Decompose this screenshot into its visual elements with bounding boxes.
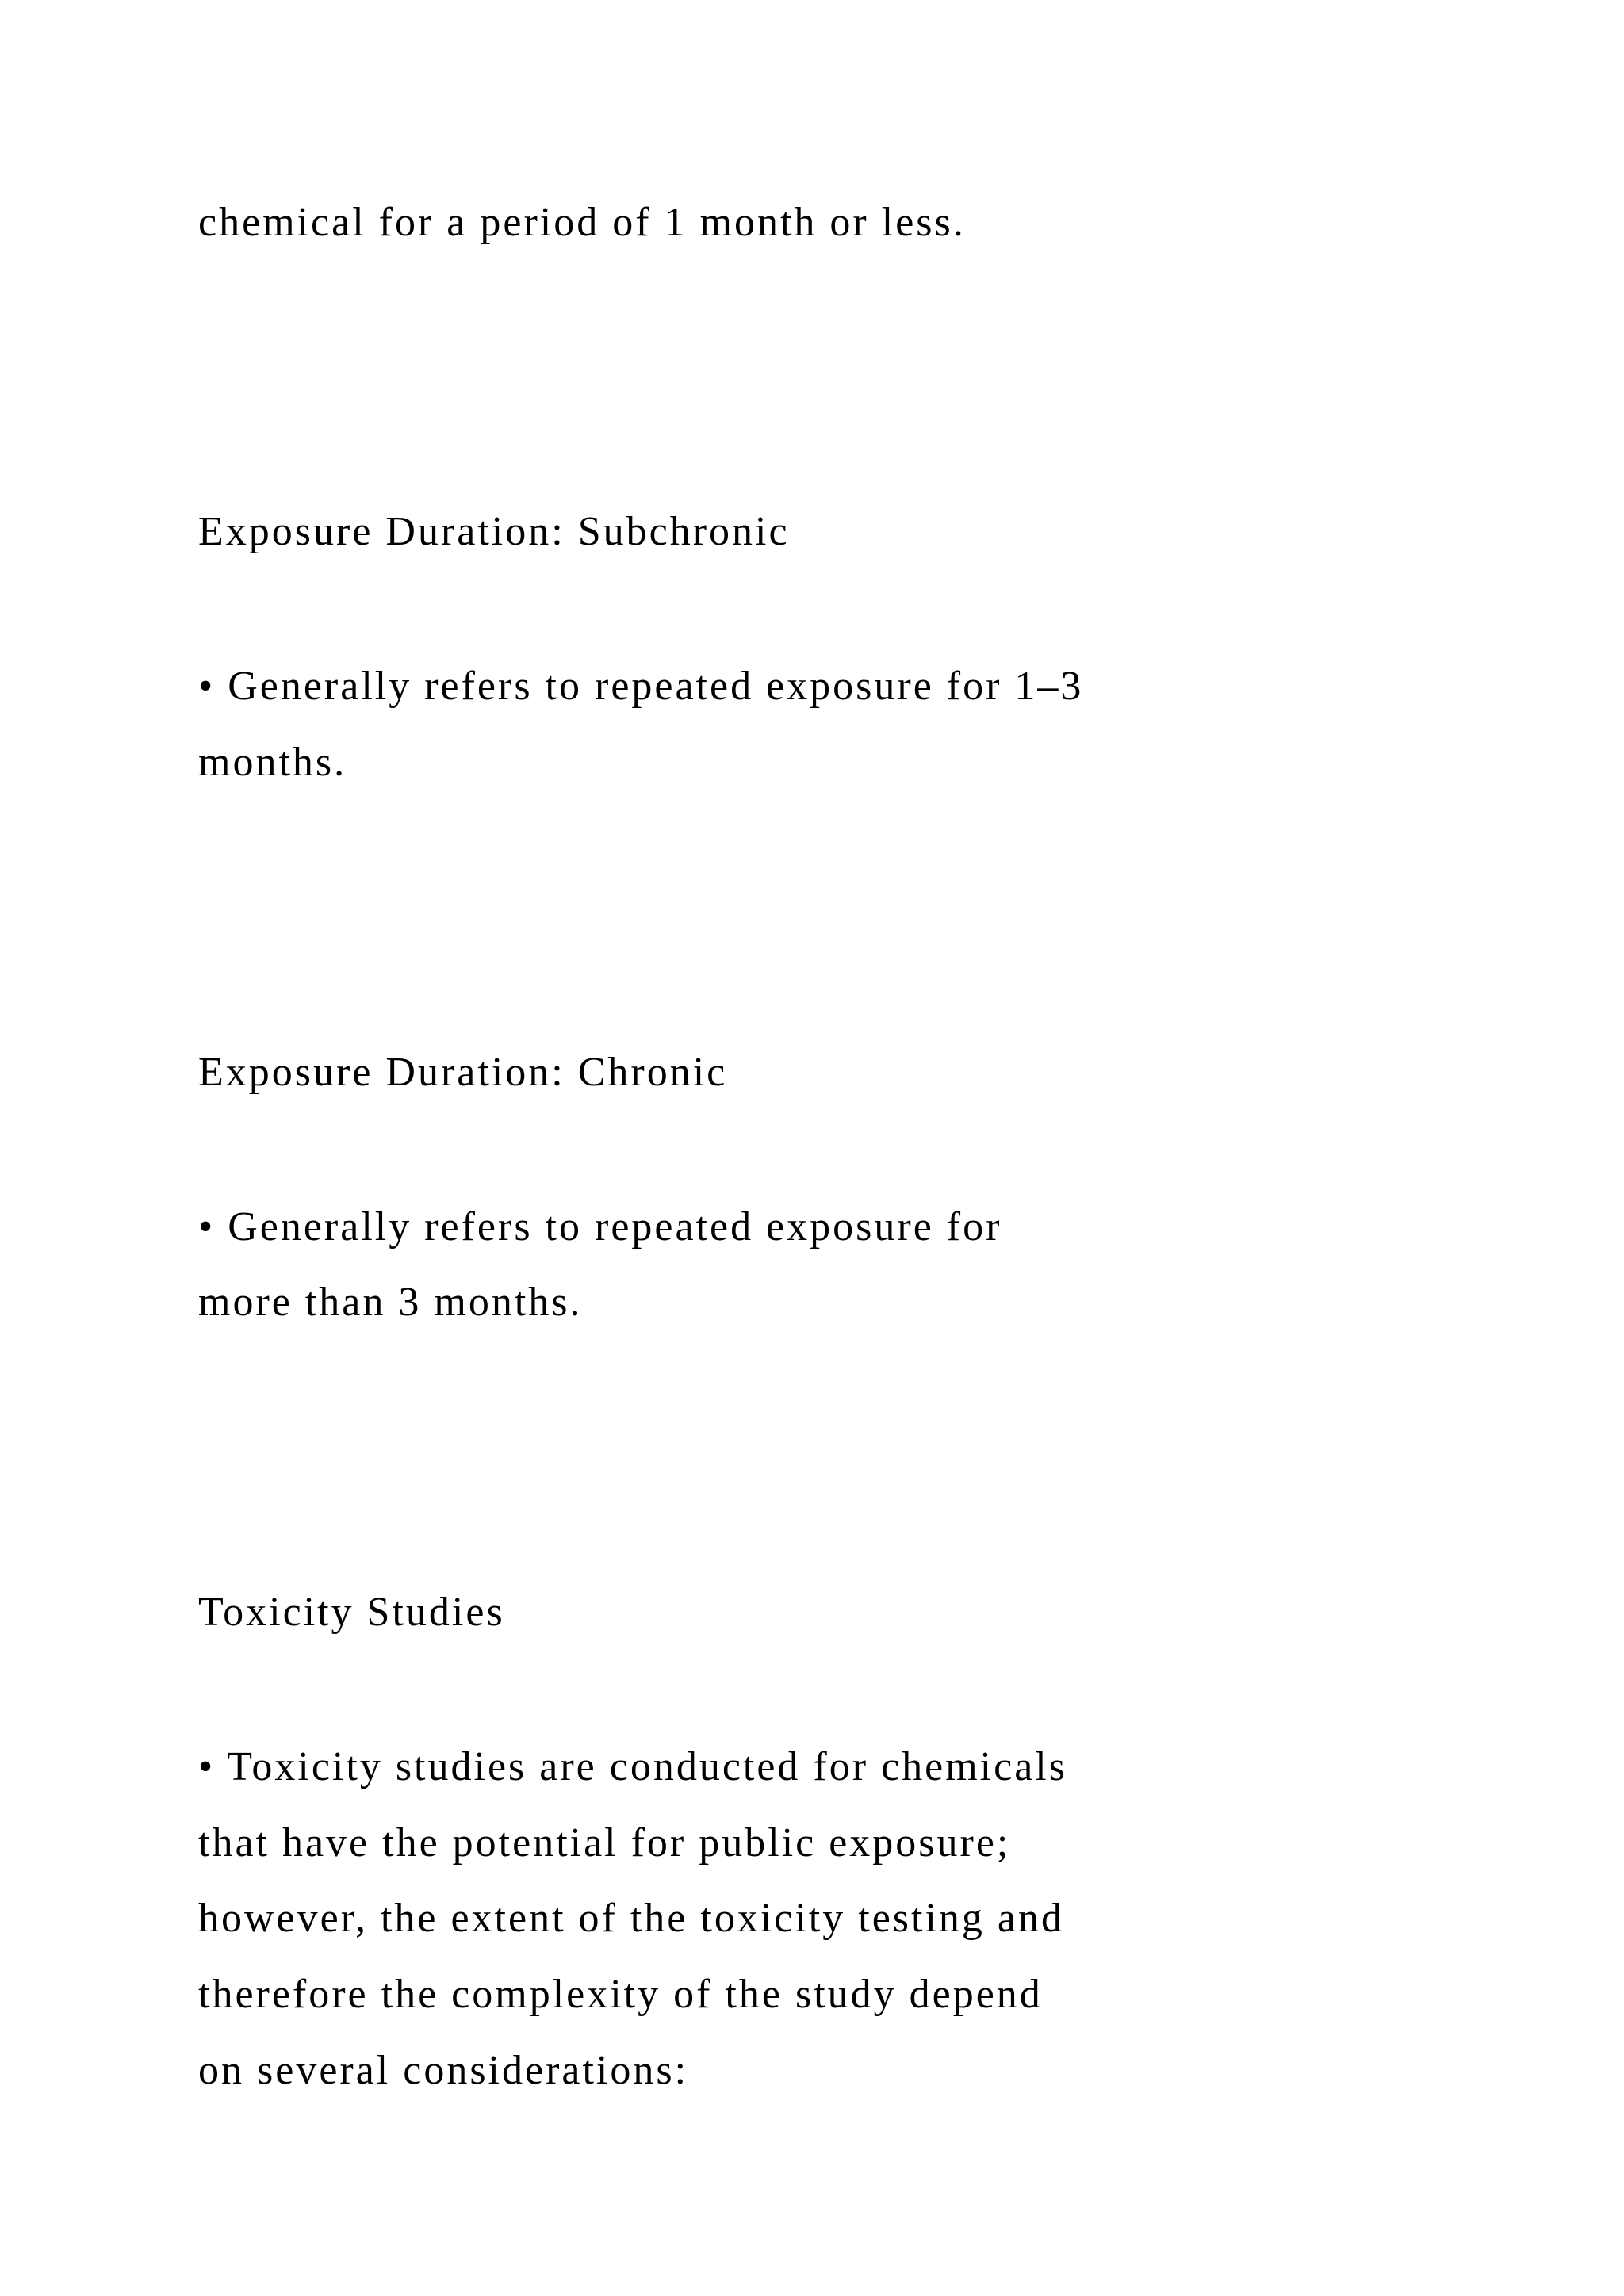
text-line: however, the extent of the toxicity testing and xyxy=(198,1896,1064,1941)
text-line: months. xyxy=(198,740,347,785)
text-line: chemical for a period of 1 month or less. xyxy=(198,200,966,245)
text-line: that have the potential for public exposure; xyxy=(198,1820,1011,1866)
text-line: therefore the complexity of the study depend xyxy=(198,1972,1043,2017)
section-heading-subchronic: Exposure Duration: Subchronic xyxy=(198,509,790,554)
section-heading-chronic: Exposure Duration: Chronic xyxy=(198,1050,728,1095)
bullet-line: • Generally refers to repeated exposure for 1–3 xyxy=(198,664,1084,709)
text-line: on several considerations: xyxy=(198,2048,689,2093)
section-heading-toxicity-studies: Toxicity Studies xyxy=(198,1590,505,1635)
bullet-line: • Generally refers to repeated exposure for xyxy=(198,1204,1002,1249)
text-line: more than 3 months. xyxy=(198,1280,583,1325)
bullet-line: • Toxicity studies are conducted for chemicals xyxy=(198,1744,1067,1789)
